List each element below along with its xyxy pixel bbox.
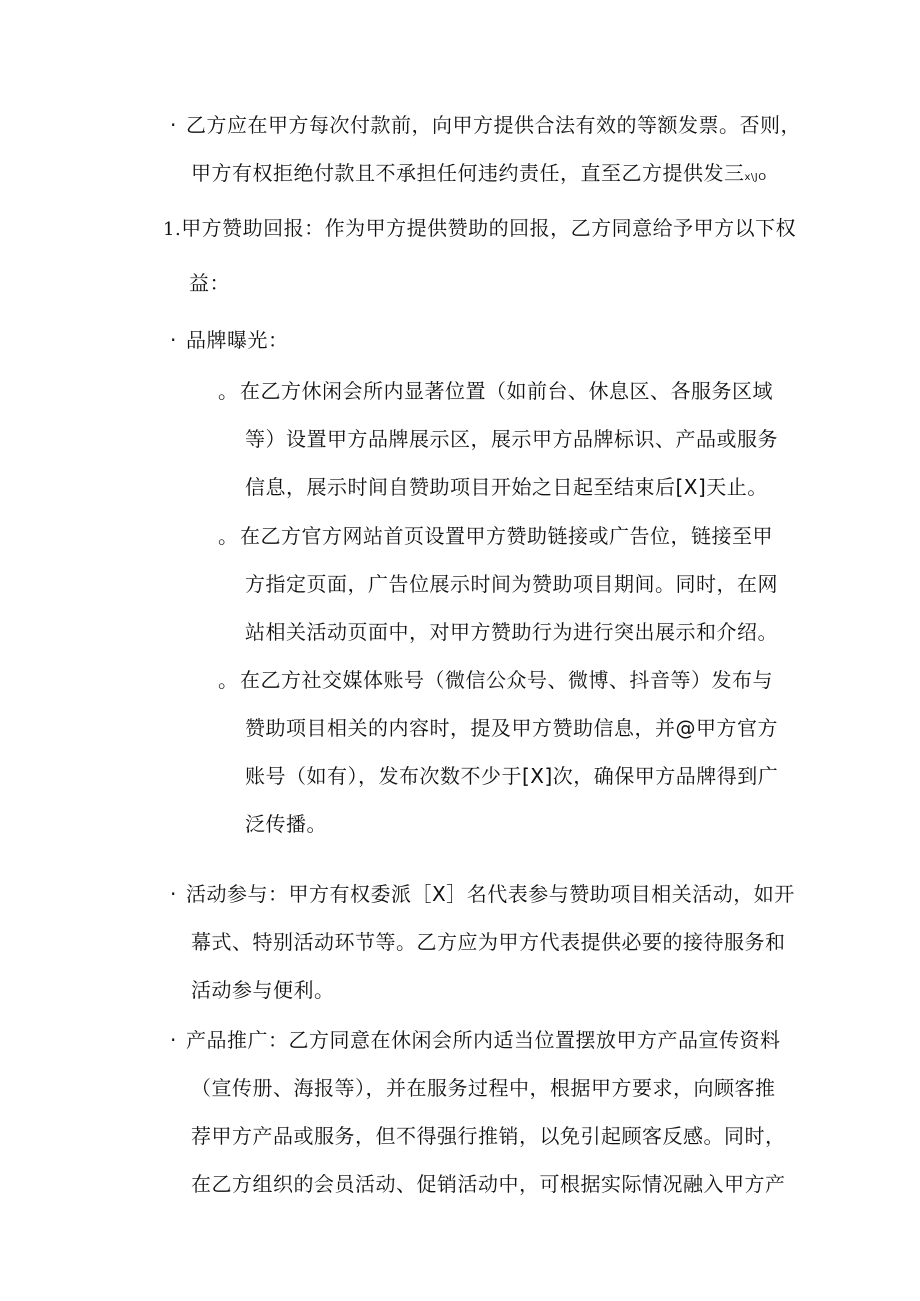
invoice-text-1: 乙方应在甲方每次付款前，向甲方提供合法有效的等额发票。否则， xyxy=(186,113,801,137)
invoice-clause xyxy=(170,101,801,197)
product-text-4: 在乙方组织的会员活动、促销活动中，可根据实际情况融入甲方产 xyxy=(191,1172,786,1196)
brand-item-2-text-3: 站相关活动页面中，对甲方赞助行为进行突出展示和介绍。 xyxy=(245,620,778,644)
activity-clause xyxy=(170,870,795,1014)
invoice-line-2 xyxy=(170,149,801,197)
brand-item-3-line-2 xyxy=(218,704,778,752)
brand-item-1-text-3: 信息，展示时间自赞助项目开始之日起至结束后[X]天止。 xyxy=(245,475,768,499)
invoice-tail: x\JO xyxy=(744,172,767,183)
product-text-2: （宣传册、海报等），并在服务过程中，根据甲方要求，向顾客推 xyxy=(191,1076,776,1100)
activity-text-1: 活动参与：甲方有权委派［X］名代表参与赞助项目相关活动，如开 xyxy=(186,882,795,906)
activity-text-2: 幕式、特别活动环节等。乙方应为甲方代表提供必要的接待服务和 xyxy=(191,930,786,954)
brand-item-2-line-3 xyxy=(218,608,778,656)
activity-line-2 xyxy=(170,918,795,966)
activity-line-1 xyxy=(170,870,795,918)
product-text-3: 荐甲方产品或服务，但不得强行推销，以免引起顾客反感。同时， xyxy=(191,1124,786,1148)
bullet-circle: 。 xyxy=(218,668,239,692)
bullet-dot: · xyxy=(170,328,177,352)
brand-heading-text: 品牌曝光： xyxy=(186,328,289,352)
brand-item-3-text-4: 泛传播。 xyxy=(245,812,327,836)
brand-item-1-line-2 xyxy=(218,415,778,463)
sponsor-return-text-2: 益： xyxy=(189,271,230,295)
brand-exposure-heading xyxy=(170,316,289,364)
brand-item-3-text-2: 赞助项目相关的内容时，提及甲方赞助信息，并@甲方官方 xyxy=(245,716,778,740)
brand-item-2 xyxy=(218,512,778,656)
brand-item-3-text-3: 账号（如有），发布次数不少于[X]次，确保甲方品牌得到广 xyxy=(245,764,779,788)
brand-item-1-text-1: 在乙方休闲会所内显著位置（如前台、休息区、各服务区域 xyxy=(240,379,773,403)
brand-heading-line xyxy=(170,316,289,364)
clause-number: 1. xyxy=(163,219,182,240)
product-line-3 xyxy=(170,1112,786,1160)
invoice-line-1 xyxy=(170,101,801,149)
bullet-dot: · xyxy=(170,882,177,906)
brand-item-1 xyxy=(218,367,778,511)
brand-item-1-text-2: 等）设置甲方品牌展示区，展示甲方品牌标识、产品或服务 xyxy=(245,427,778,451)
product-line-1 xyxy=(170,1016,786,1064)
activity-line-3 xyxy=(170,966,795,1014)
brand-item-2-text-2: 方指定页面，广告位展示时间为赞助项目期间。同时，在网 xyxy=(245,572,778,596)
brand-item-2-line-2 xyxy=(218,560,778,608)
product-line-2 xyxy=(170,1064,786,1112)
bullet-circle: 。 xyxy=(218,379,239,403)
bullet-dot: · xyxy=(170,113,177,137)
bullet-circle: 。 xyxy=(218,524,239,548)
brand-item-3-line-1 xyxy=(218,656,778,704)
brand-item-1-line-3 xyxy=(218,463,778,511)
brand-item-3 xyxy=(218,656,778,848)
product-line-4 xyxy=(170,1160,786,1208)
sponsor-return-line-2 xyxy=(163,256,796,311)
brand-item-3-line-3 xyxy=(218,752,778,800)
brand-item-3-line-4 xyxy=(218,800,778,848)
brand-item-2-text-1: 在乙方官方网站首页设置甲方赞助链接或广告位，链接至甲 xyxy=(240,524,773,548)
bullet-dot: · xyxy=(170,1028,177,1052)
brand-item-3-text-1: 在乙方社交媒体账号（微信公众号、微博、抖音等）发布与 xyxy=(240,668,773,692)
activity-text-3: 活动参与便利。 xyxy=(191,978,335,1002)
sponsor-return-line-1 xyxy=(163,201,796,256)
invoice-text-2: 甲方有权拒绝付款且不承担任何违约责任，直至乙方提供发三 xyxy=(191,161,745,185)
sponsor-return-clause xyxy=(163,201,796,311)
product-clause xyxy=(170,1016,786,1208)
brand-item-1-line-1 xyxy=(218,367,778,415)
brand-item-2-line-1 xyxy=(218,512,778,560)
sponsor-return-text-1: 甲方赞助回报：作为甲方提供赞助的回报，乙方同意给予甲方以下权 xyxy=(181,216,797,240)
product-text-1: 产品推广：乙方同意在休闲会所内适当位置摆放甲方产品宣传资料 xyxy=(186,1028,781,1052)
